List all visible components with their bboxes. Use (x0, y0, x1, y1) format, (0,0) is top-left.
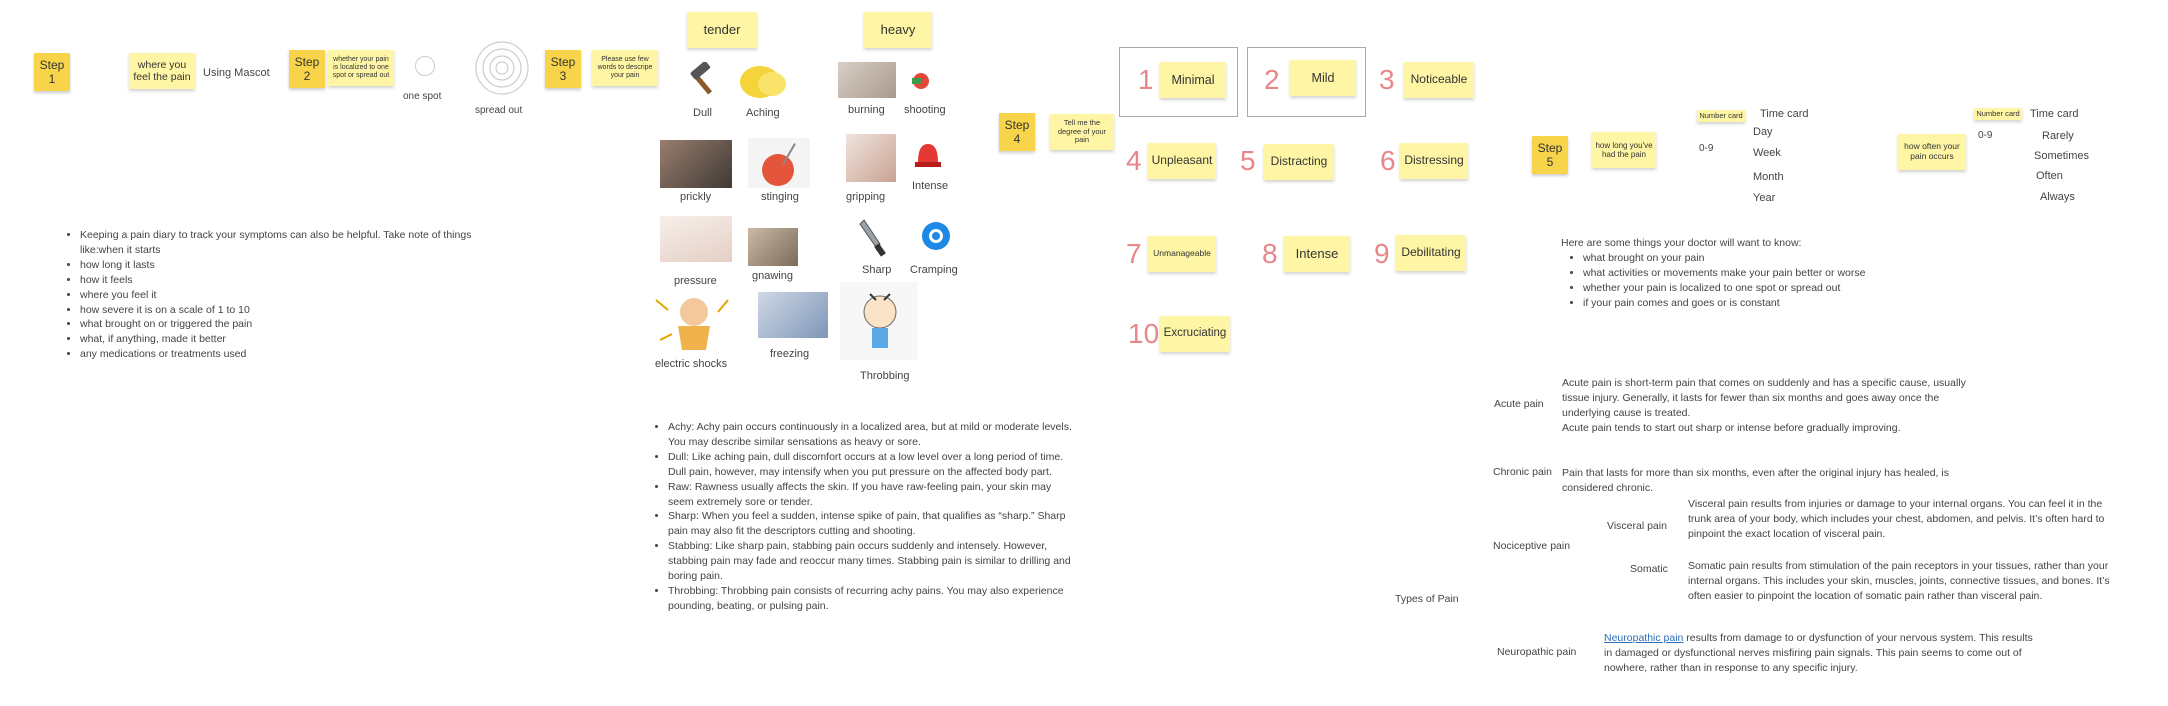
dull-label: Dull (693, 107, 712, 119)
burning-label: burning (848, 104, 885, 116)
number-range: 0-9 (1699, 143, 1714, 154)
freezing-image (758, 292, 828, 338)
scale-number: 4 (1126, 145, 1142, 176)
scale-excruciating-sticky[interactable]: Excruciating (1160, 316, 1230, 352)
time-month: Month (1753, 171, 1784, 183)
description-item: • Achy: Achy pain occurs continuously in a localized area, but at mild or moderate levels. You may describe similar sensations as heavy or sore. (668, 420, 1076, 450)
step-2-card[interactable]: Step 2 (289, 50, 325, 88)
scale-minimal-sticky[interactable]: Minimal (1160, 62, 1226, 98)
lemon-icon (736, 58, 790, 102)
freezing-label: freezing (770, 348, 810, 360)
scale-number: 9 (1374, 238, 1390, 269)
prickly-image (660, 140, 732, 188)
scale-distracting-sticky[interactable]: Distracting (1264, 144, 1334, 180)
number-card-sticky[interactable]: Number card (1697, 110, 1745, 122)
cramping-label: Cramping (910, 264, 958, 276)
neuropathic-pain-link[interactable]: Neuropathic pain (1604, 632, 1684, 644)
scale-number: 5 (1240, 145, 1256, 176)
gripping-image (846, 134, 896, 182)
scale-number: 6 (1380, 145, 1396, 176)
gnawing-label: gnawing (752, 270, 793, 282)
scale-number: 1 (1138, 64, 1154, 95)
throbbing-image (840, 282, 918, 360)
how-often-sticky[interactable]: how often your pain occurs (1898, 134, 1966, 170)
scale-mild-sticky[interactable]: Mild (1290, 60, 1356, 96)
cramping-icon (920, 218, 952, 254)
types-of-pain-title: Types of Pain (1395, 593, 1459, 605)
scale-distressing-sticky[interactable]: Distressing (1400, 143, 1468, 179)
using-mascot-label: Using Mascot (203, 67, 270, 79)
time-week: Week (1753, 147, 1781, 159)
diary-item: • how long it lasts (80, 258, 488, 273)
description-item: • Stabbing: Like sharp pain, stabbing pain occurs suddenly and intensely. However, stabbing pain may fade and reoccur many times. Stabbing pain is similar to drilling and boring pain. (668, 539, 1076, 584)
pressure-image (660, 216, 732, 262)
diary-item: • where you feel it (80, 288, 488, 303)
scale-debilitating-sticky[interactable]: Debilitating (1396, 235, 1466, 271)
step-1-card[interactable]: Step 1 (34, 53, 70, 91)
degree-sticky[interactable]: Tell me the degree of your pain (1050, 114, 1114, 150)
time-day: Day (1753, 126, 1773, 138)
doctor-questions (1561, 236, 1921, 311)
heavy-sticky[interactable]: heavy (864, 12, 932, 48)
scale-noticeable-sticky[interactable]: Noticeable (1404, 62, 1474, 98)
spread-out-icon (474, 40, 530, 96)
sharp-label: Sharp (862, 264, 892, 276)
doctor-item: • whether your pain is localized to one spot or spread out (1583, 281, 1921, 296)
scale-number: 3 (1379, 64, 1395, 95)
scale-number: 2 (1264, 64, 1280, 95)
one-spot-icon (415, 56, 435, 76)
step-4-card[interactable]: Step 4 (999, 113, 1035, 151)
intense-label: Intense (912, 180, 949, 192)
time-card-label: Time card (1760, 108, 1809, 120)
gnawing-image (748, 228, 798, 266)
chronic-pain-text: Pain that lasts for more than six months, even after the original injury has healed, is considered chronic. (1562, 467, 1949, 494)
acute-pain-label: Acute pain (1494, 398, 1544, 410)
visceral-pain-label: Visceral pain (1607, 520, 1667, 532)
diary-intro: • Keeping a pain diary to track your symptoms can also be helpful. Take note of things like:when it starts (80, 228, 488, 258)
gripping-label: gripping (846, 191, 886, 203)
freq-rarely: Rarely (2042, 130, 2074, 142)
scale-number: 10 (1128, 318, 1160, 349)
chronic-pain-label: Chronic pain (1493, 466, 1552, 478)
freq-always: Always (2040, 191, 2075, 203)
scale-unpleasant-sticky[interactable]: Unpleasant (1148, 143, 1216, 179)
visceral-pain-text: Visceral pain results from injuries or damage to your internal organs. You can feel it in the trunk area of your body, which includes your chest, abdomen, and pelvis. It’s often hard to pinpoint the exact location of visceral pain. (1688, 498, 2105, 540)
spread-out-label: spread out (475, 105, 523, 116)
number-range-2: 0-9 (1978, 130, 1993, 141)
aching-label: Aching (746, 107, 780, 119)
diary-item: • how it feels (80, 273, 488, 288)
electric-shock-image (648, 290, 740, 356)
freq-sometimes: Sometimes (2034, 150, 2090, 162)
scale-intense-sticky[interactable]: Intense (1284, 236, 1350, 272)
freq-often: Often (2036, 170, 2063, 182)
neuropathic-pain-label: Neuropathic pain (1497, 646, 1577, 658)
scale-number: 7 (1126, 238, 1142, 269)
prickly-label: prickly (680, 191, 712, 203)
doctor-item: • what brought on your pain (1583, 251, 1921, 266)
throbbing-label: Throbbing (860, 370, 910, 382)
diary-item: • what brought on or triggered the pain (80, 317, 488, 332)
description-item: • Raw: Rawness usually affects the skin. If you have raw-feeling pain, your skin may seem extremely sore or tender. (668, 480, 1076, 510)
step-3-card[interactable]: Step 3 (545, 50, 581, 88)
nociceptive-pain-label: Nociceptive pain (1493, 540, 1571, 552)
doctor-item: • if your pain comes and goes or is constant (1583, 296, 1921, 311)
hammer-icon (686, 62, 718, 96)
stinging-label: stinging (761, 191, 799, 203)
description-item: • Sharp: When you feel a sudden, intense spike of pain, that qualifies as “sharp.” Sharp pain may also fit the descriptors cutting and shooting. (668, 509, 1076, 539)
describe-pain-sticky[interactable]: Please use few words to descripe your pain (592, 50, 658, 86)
localized-sticky[interactable]: whether your pain is localized to one spot or spread out (328, 50, 394, 86)
electric-shocks-label: electric shocks (655, 358, 728, 370)
how-long-sticky[interactable]: how long you've had the pain (1592, 132, 1656, 168)
time-year: Year (1753, 192, 1776, 204)
scale-unmanageable-sticky[interactable]: Unmanageable (1148, 236, 1216, 272)
doctor-item: • what activities or movements make your pain better or worse (1583, 266, 1921, 281)
number-card-sticky-2[interactable]: Number card (1974, 108, 2022, 120)
alarm-light-icon (912, 140, 944, 168)
tender-sticky[interactable]: tender (687, 12, 757, 48)
stinging-image (748, 138, 810, 188)
diary-item: • how severe it is on a scale of 1 to 10 (80, 303, 488, 318)
acute-pain-text: Acute pain is short-term pain that comes on suddenly and has a specific cause, usually tissue injury. Generally, it lasts for fewer than six months and goes away once the underlying cause is treated. Acute pain tends to start out sharp or intense before gradually improving. (1562, 377, 1966, 434)
burning-image (838, 62, 896, 98)
where-pain-sticky[interactable]: where you feel the pain (129, 53, 195, 89)
pain-descriptions-list (656, 420, 1076, 614)
neuropathic-pain-text: Neuropathic pain results from damage to or dysfunction of your nervous system. This results in damaged or dysfunctional nerves misfiring pain signals. This pain seems to come out of nowhere, rather than in response to any specific injury. (1604, 632, 2033, 674)
diary-item: • what, if anything, made it better (80, 332, 488, 347)
somatic-pain-text: Somatic pain results from stimulation of the pain receptors in your tissues, rather than your internal organs. This includes your skin, muscles, joints, connective tissues, and bones. It’s often easier to pinpoint the location of somatic pain rather than visceral pain. (1688, 560, 2110, 602)
doctor-intro: Here are some things your doctor will want to know: (1561, 237, 1802, 249)
pressure-label: pressure (674, 275, 717, 287)
description-item: • Throbbing: Throbbing pain consists of recurring achy pains. You may also experience pounding, beating, or pulsing pain. (668, 584, 1076, 614)
scale-number: 8 (1262, 238, 1278, 269)
diary-item: • any medications or treatments used (80, 347, 488, 362)
somatic-label: Somatic (1630, 563, 1668, 575)
shooting-label: shooting (904, 104, 946, 116)
knife-icon (856, 216, 890, 258)
pain-diary-list (68, 228, 488, 362)
shooting-icon (908, 68, 934, 94)
time-card-label-2: Time card (2030, 108, 2079, 120)
one-spot-label: one spot (403, 91, 442, 102)
step-5-card[interactable]: Step 5 (1532, 136, 1568, 174)
description-item: • Dull: Like aching pain, dull discomfort occurs at a low level over a long period of time. Dull pain, however, may intensify when you put pressure on the affected body part. (668, 450, 1076, 480)
